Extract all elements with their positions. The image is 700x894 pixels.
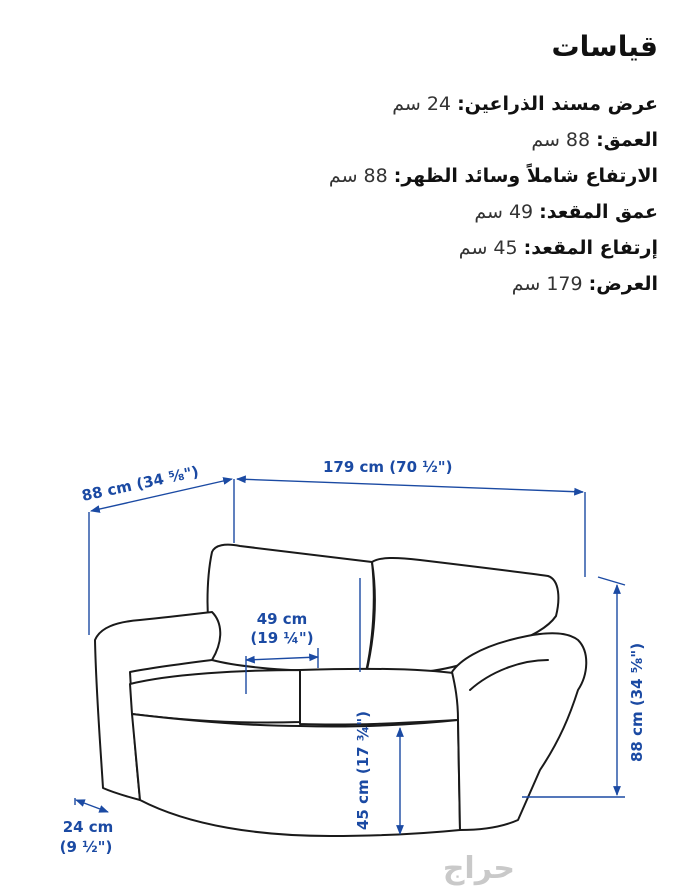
spec-label: عرض مسند الذراعين: bbox=[457, 93, 658, 115]
height-label: 88 cm (34 ⁵⁄₈") bbox=[628, 642, 646, 762]
spec-value: 24 سم bbox=[392, 93, 452, 115]
spec-value: 49 سم bbox=[474, 201, 534, 223]
seat-height-label: 45 cm (17 ¾") bbox=[354, 711, 372, 830]
spec-value: 88 سم bbox=[328, 165, 388, 187]
seat-cushion-right bbox=[300, 669, 460, 725]
spec-value: 45 سم bbox=[458, 237, 518, 259]
sofa-drawing bbox=[95, 545, 586, 836]
right-arm bbox=[452, 633, 586, 830]
watermark-logo: حراج bbox=[442, 851, 515, 886]
armrest-dimension-line bbox=[76, 800, 108, 812]
spec-label: العرض: bbox=[588, 273, 658, 295]
spec-label: العمق: bbox=[596, 129, 658, 151]
armrest-cm-label: 24 cm bbox=[62, 818, 114, 836]
section-title: قياسات bbox=[551, 30, 658, 63]
width-label: 179 cm (70 ½") bbox=[323, 458, 453, 476]
armrest-in-label: (9 ½") bbox=[59, 838, 113, 856]
sofa-base bbox=[132, 714, 460, 836]
seat-depth-in-label: (19 ¼") bbox=[250, 629, 314, 647]
back-cushion-left bbox=[208, 545, 374, 672]
depth-label: 88 cm (34 ⁵⁄₈") bbox=[80, 462, 201, 505]
seat-depth-cm-label: 49 cm bbox=[256, 610, 308, 628]
width-dimension-line bbox=[237, 479, 583, 492]
spec-label: الارتفاع شاملاً وسائد الظهر: bbox=[393, 165, 658, 187]
spec-value: 179 سم bbox=[511, 273, 583, 295]
spec-label: عمق المقعد: bbox=[539, 201, 658, 223]
spec-value: 88 سم bbox=[531, 129, 591, 151]
seat-cushion-left bbox=[130, 670, 300, 723]
spec-label: إرتفاع المقعد: bbox=[523, 237, 658, 259]
